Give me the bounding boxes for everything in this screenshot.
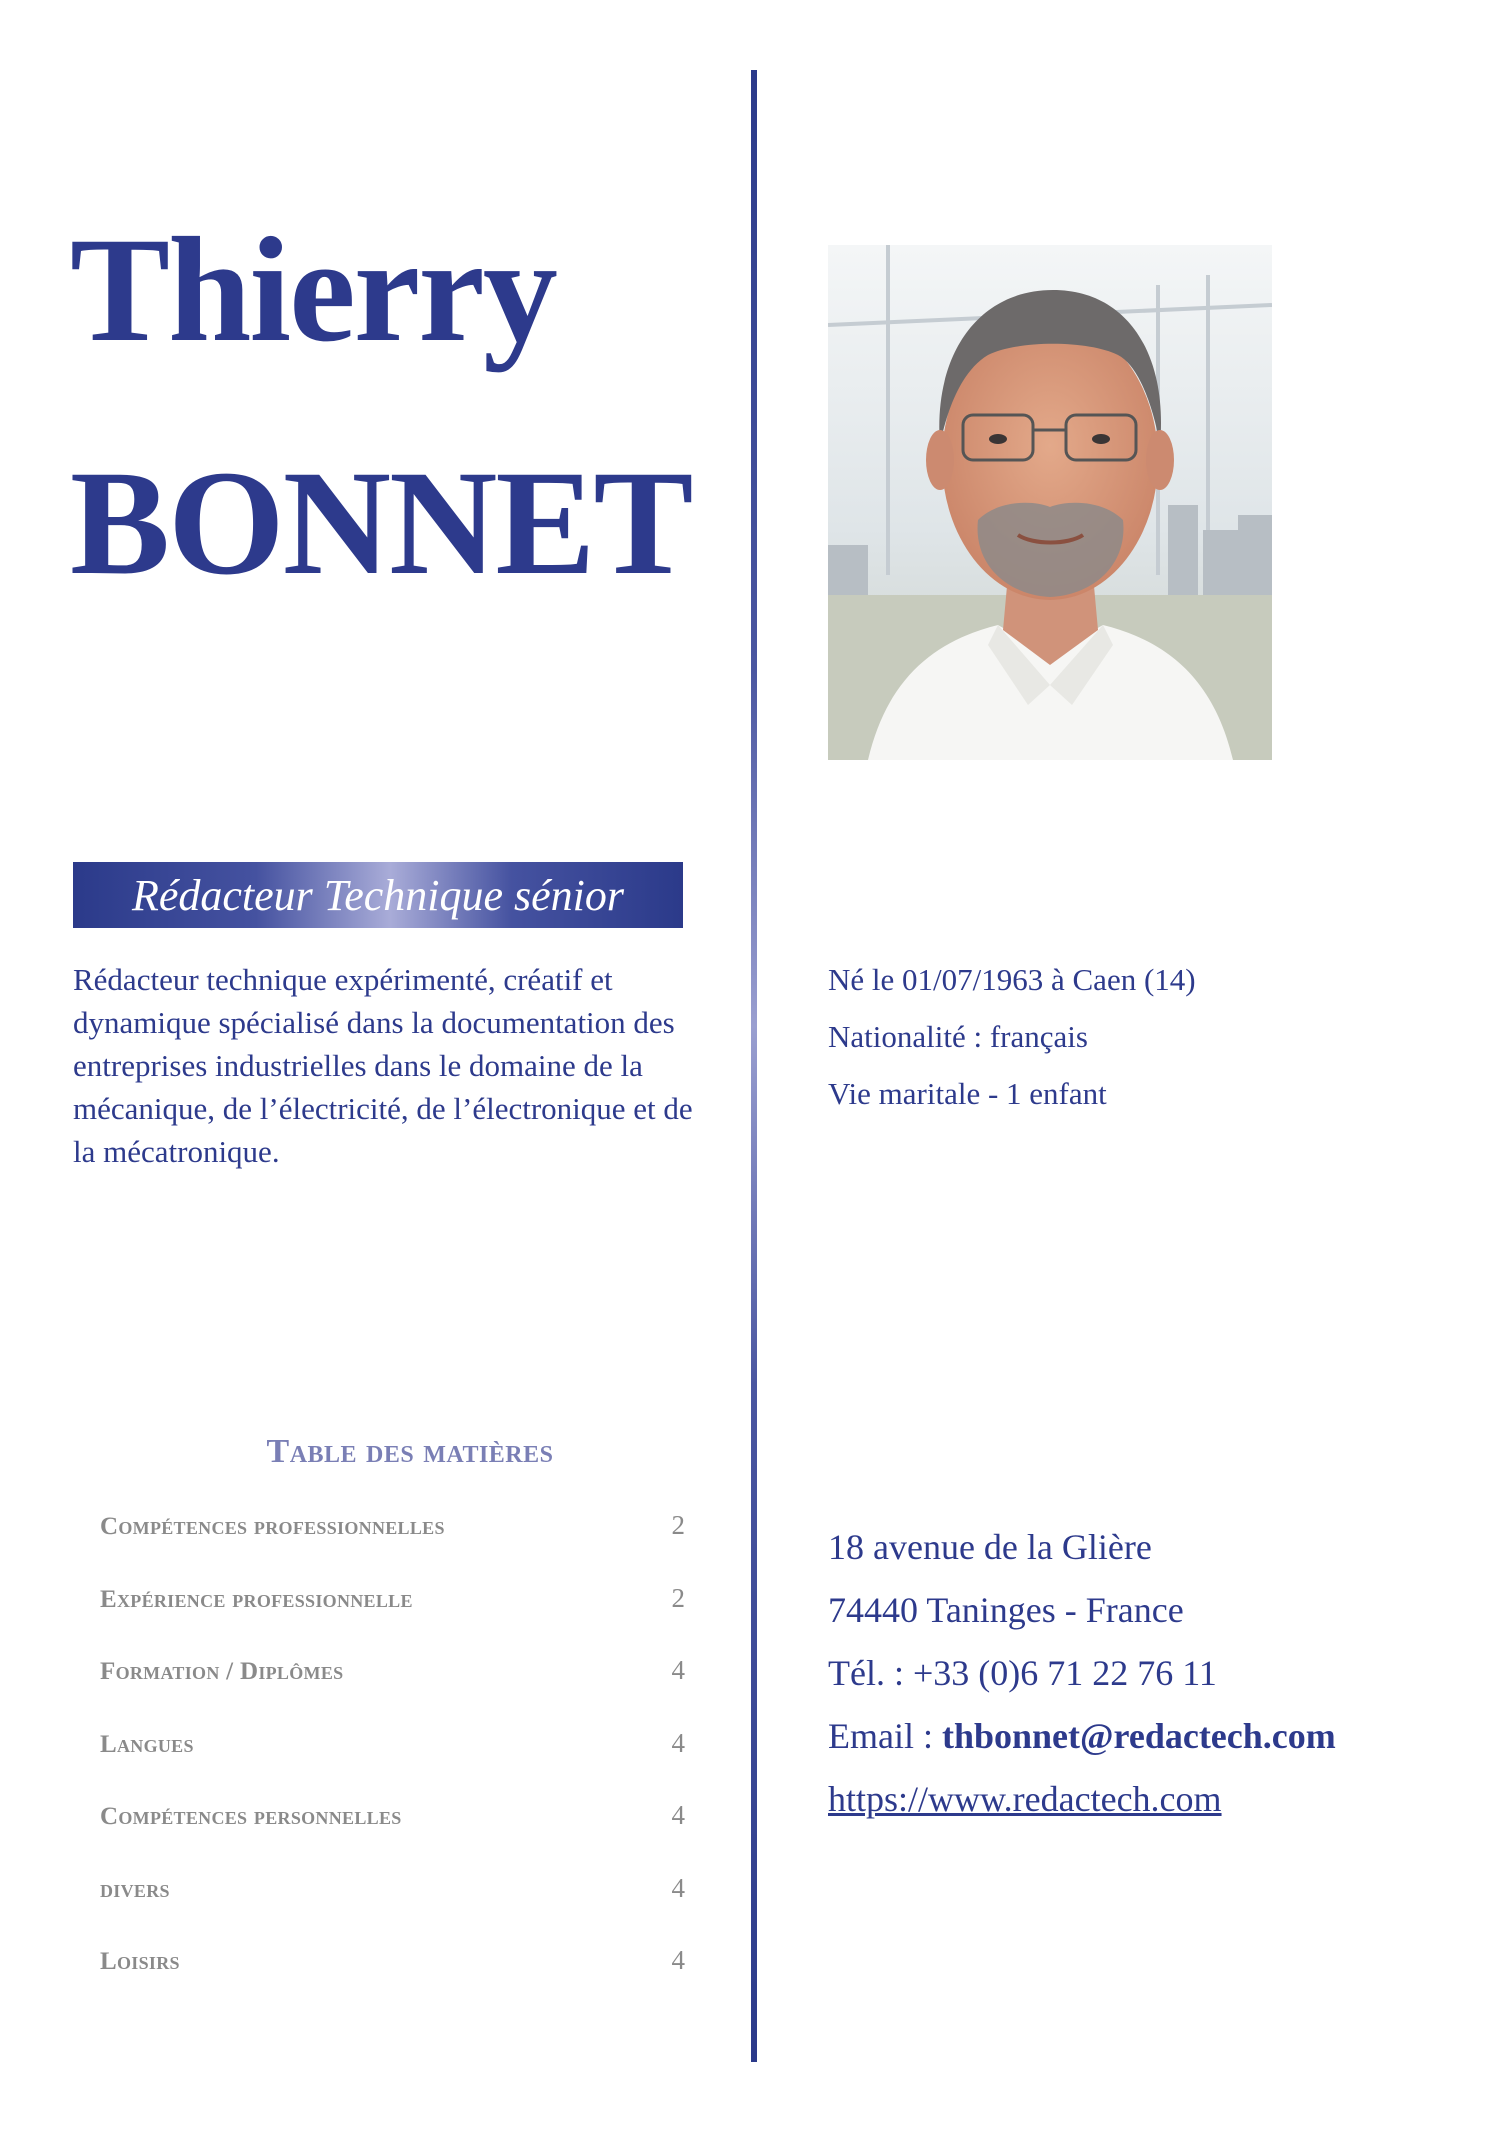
address-line-1: 18 avenue de la Glière	[828, 1527, 1152, 1567]
toc-entry[interactable]	[100, 1945, 685, 2018]
toc-entry-label: Loisirs	[100, 1948, 180, 1975]
toc-entry-label: divers	[100, 1875, 170, 1903]
toc-entry-page: 2	[671, 1582, 685, 1613]
website-line	[828, 1774, 1336, 1837]
toc-entry-label: Formation / Diplômes	[100, 1658, 344, 1685]
job-title-banner	[73, 862, 683, 928]
website-link[interactable]: https://www.redactech.com	[828, 1779, 1222, 1819]
nationality-info: Nationalité : français	[828, 1019, 1088, 1054]
toc-entry[interactable]	[100, 1873, 685, 1946]
toc-entry-label: Langues	[100, 1730, 194, 1758]
email-line	[828, 1711, 1336, 1774]
email-label: Email :	[828, 1716, 942, 1756]
family-info: Vie maritale - 1 enfant	[828, 1076, 1107, 1111]
toc-entry-label: Compétences professionnelles	[100, 1513, 445, 1540]
personal-info	[828, 958, 1196, 1129]
toc-entry-page: 4	[671, 1655, 685, 1685]
birth-info: Né le 01/07/1963 à Caen (14)	[828, 962, 1196, 997]
toc-entry-label: Expérience professionnelle	[100, 1585, 413, 1613]
toc-entry[interactable]	[100, 1728, 685, 1801]
toc-entry-page: 4	[671, 1727, 685, 1758]
vertical-divider	[751, 70, 757, 2062]
toc-entry[interactable]	[100, 1800, 685, 1873]
job-title: Rédacteur Technique sénior	[131, 870, 625, 920]
contact-info	[828, 1522, 1336, 1837]
last-name: BONNET	[70, 440, 692, 606]
toc-entry-page: 2	[671, 1510, 685, 1540]
profile-summary: Rédacteur technique expérimenté, créatif et dynamique spécialisé dans la documentation des entreprises industrielles dans le domaine de la mécanique, de l’électricité, de l’électronique et de la mécatronique.	[73, 962, 693, 1169]
toc-entry[interactable]	[100, 1510, 685, 1583]
phone-number: Tél. : +33 (0)6 71 22 76 11	[828, 1653, 1217, 1693]
toc-title: Table des matières	[266, 1433, 554, 1470]
toc-entry-label: Compétences personnelles	[100, 1803, 402, 1830]
profile-photo	[828, 245, 1272, 760]
toc-entry-page: 4	[671, 1872, 685, 1903]
email-address[interactable]: thbonnet@redactech.com	[941, 1716, 1336, 1756]
toc-entry-page: 4	[671, 1945, 685, 1975]
toc-entry[interactable]	[100, 1583, 685, 1656]
toc-entry[interactable]	[100, 1655, 685, 1728]
first-name: Thierry	[70, 207, 556, 373]
toc-entry-page: 4	[671, 1800, 685, 1830]
address-line-2: 74440 Taninges - France	[828, 1590, 1184, 1630]
table-of-contents	[100, 1510, 685, 2018]
